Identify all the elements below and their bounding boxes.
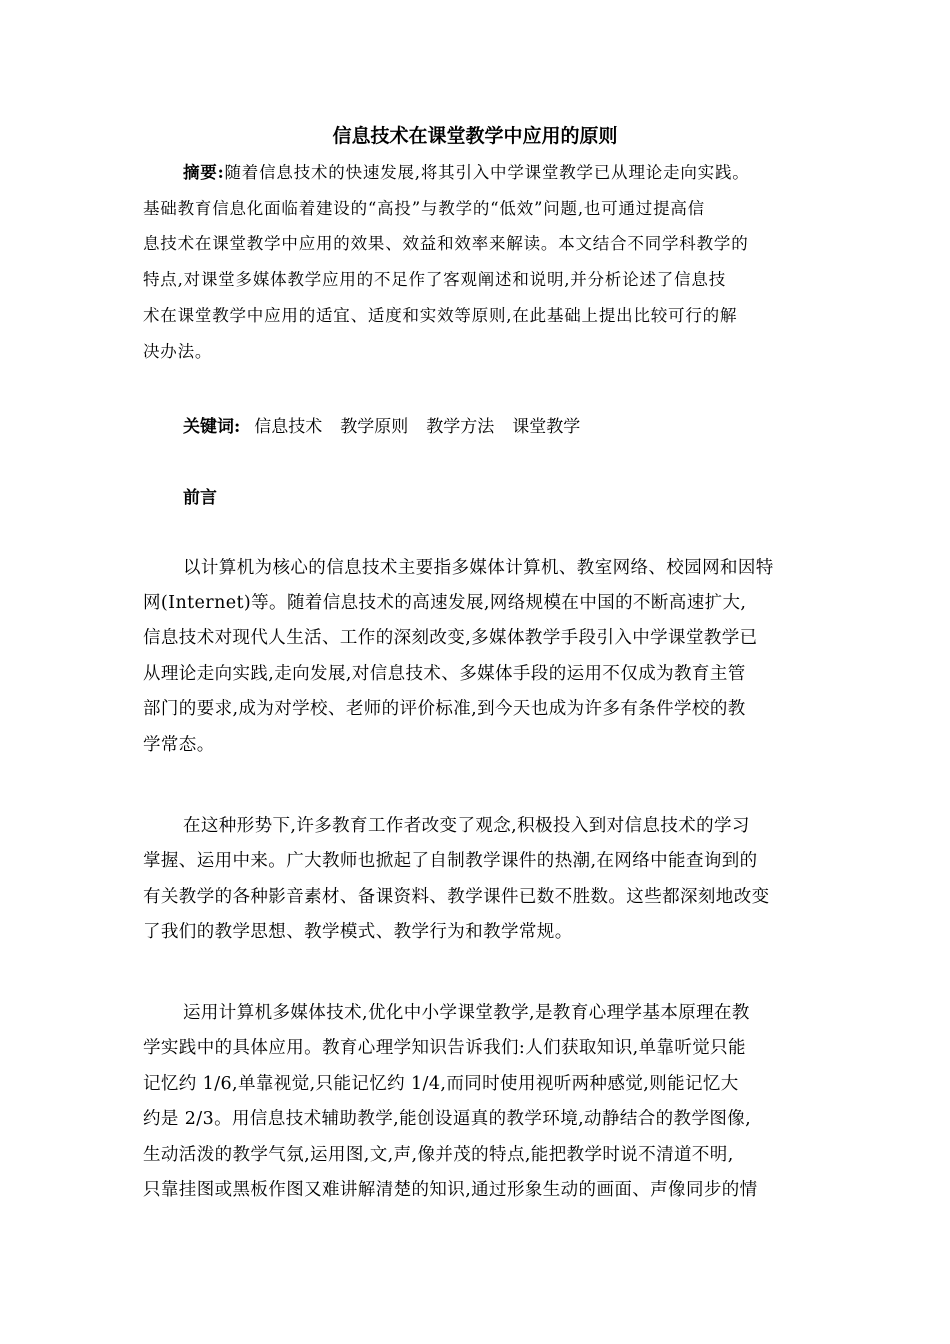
paragraph-line: 运用计算机多媒体技术,优化中小学课堂教学,是教育心理学基本原理在教 (183, 1003, 750, 1023)
paragraph-line: 约是 2/3。用信息技术辅助教学,能创设逼真的教学环境,动静结合的教学图像, (143, 1109, 752, 1129)
abstract-line (183, 162, 750, 184)
document-title: 信息技术在课堂教学中应用的原则 (332, 125, 618, 147)
paragraph-line: 部门的要求,成为对学校、老师的评价标准,到今天也成为许多有条件学校的教 (143, 699, 746, 719)
abstract-label: 摘要: (183, 163, 225, 182)
abstract-line: 基础教育信息化面临着建设的“高投”与教学的“低效”问题,也可通过提高信 (143, 199, 705, 218)
keyword-term: 信息技术 (254, 417, 323, 437)
keyword-term: 教学原则 (340, 417, 409, 437)
keywords-section (183, 416, 580, 438)
paragraph-line: 信息技术对现代人生活、工作的深刻改变,多媒体教学手段引入中学课堂教学已 (143, 628, 758, 648)
paragraph-line: 在这种形势下,许多教育工作者改变了观念,积极投入到对信息技术的学习 (183, 816, 750, 836)
paragraph-line: 只靠挂图或黑板作图又难讲解清楚的知识,通过形象生动的画面、声像同步的情 (143, 1180, 758, 1200)
keyword-term: 课堂教学 (512, 417, 581, 437)
paragraph-line: 学实践中的具体应用。教育心理学知识告诉我们:人们获取知识,单靠听觉只能 (143, 1038, 746, 1058)
paragraph-line: 生动活泼的教学气氛,运用图,文,声,像并茂的特点,能把教学时说不清道不明, (143, 1145, 734, 1165)
abstract-line: 决办法。 (143, 342, 213, 361)
paragraph-line: 了我们的教学思想、教学模式、教学行为和教学常规。 (143, 922, 573, 942)
abstract-line: 特点,对课堂多媒体教学应用的不足作了客观阐述和说明,并分析论述了信息技 (143, 270, 726, 289)
keywords-label: 关键词: (183, 417, 241, 437)
abstract-line: 术在课堂教学中应用的适宜、适度和实效等原则,在此基础上提出比较可行的解 (143, 306, 738, 325)
keyword-term: 教学方法 (426, 417, 495, 437)
abstract-line: 息技术在课堂教学中应用的效果、效益和效率来解读。本文结合不同学科教学的 (143, 234, 749, 253)
paragraph-line: 以计算机为核心的信息技术主要指多媒体计算机、教室网络、校园网和因特 (183, 558, 774, 578)
paragraph-line: 有关教学的各种影音素材、备课资料、教学课件已数不胜数。这些都深刻地改变 (143, 887, 770, 907)
paragraph-line: 记忆约 1/6,单靠视觉,只能记忆约 1/4,而同时使用视听两种感觉,则能记忆大 (143, 1074, 739, 1094)
abstract-text: 随着信息技术的快速发展,将其引入中学课堂教学已从理论走向实践。 (224, 163, 750, 182)
paragraph-line: 从理论走向实践,走向发展,对信息技术、多媒体手段的运用不仅成为教育主管 (143, 664, 746, 684)
paragraph-line: 学常态。 (143, 735, 215, 755)
preface-heading: 前言 (183, 488, 217, 508)
paragraph-line: 掌握、运用中来。广大教师也掀起了自制教学课件的热潮,在网络中能查询到的 (143, 851, 758, 871)
paragraph-line: 网(Internet)等。随着信息技术的高速发展,网络规模在中国的不断高速扩大, (143, 593, 747, 613)
